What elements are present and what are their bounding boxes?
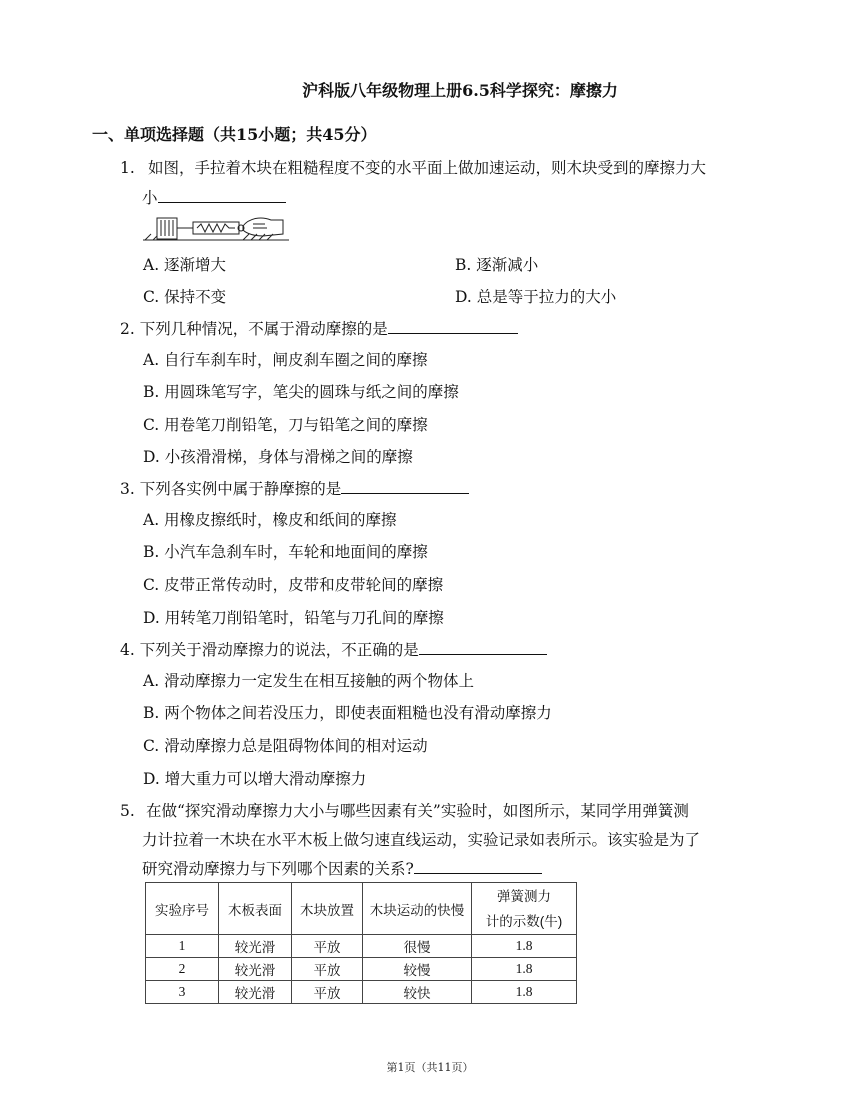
q1-number: 1.: [120, 159, 135, 177]
answer-blank: [158, 188, 286, 203]
q5-text-line2: 力计拉着一木块在水平木板上做匀速直线运动，实验记录如表所示。该实验是为了: [142, 831, 701, 849]
table-cell: 2: [146, 958, 219, 981]
q3-option-d[interactable]: D. 用转笔刀削铅笔时，铅笔与刀孔间的摩擦: [143, 609, 444, 627]
table-cell: 较光滑: [219, 935, 292, 958]
pulling-block-figure: [143, 212, 289, 242]
table-header-line: 弹簧测力: [497, 888, 551, 904]
q1-option-d[interactable]: D. 总是等于拉力的大小: [455, 288, 617, 306]
answer-blank: [388, 319, 518, 334]
q4-option-a[interactable]: A. 滑动摩擦力一定发生在相互接触的两个物体上: [143, 672, 475, 690]
q2-number: 2.: [120, 320, 135, 338]
table-row: [146, 958, 577, 981]
table-cell: 1.8: [472, 981, 577, 1004]
table-header-cell: 木块放置: [292, 883, 363, 935]
q5-number: 5.: [120, 802, 135, 820]
section-heading: 一、单项选择题（共15小题；共45分）: [92, 125, 377, 144]
page-footer: 第1页（共11页）: [386, 1061, 474, 1074]
table-header-cell: 木块运动的快慢: [363, 883, 472, 935]
q2-option-b[interactable]: B. 用圆珠笔写字，笔尖的圆珠与纸之间的摩擦: [143, 383, 459, 401]
q3-number: 3.: [120, 480, 135, 498]
table-row: [146, 981, 577, 1004]
table-header-cell: 实验序号: [146, 883, 219, 935]
table-cell: 1.8: [472, 935, 577, 958]
q3-text: 下列各实例中属于静摩擦的是: [139, 480, 342, 498]
q5-text-line1: 在做“探究滑动摩擦力大小与哪些因素有关”实验时，如图所示，某同学用弹簧测: [146, 802, 689, 820]
q4-number: 4.: [120, 641, 135, 659]
q2-option-c[interactable]: C. 用卷笔刀削铅笔，刀与铅笔之间的摩擦: [143, 416, 428, 434]
q2-option-d[interactable]: D. 小孩滑滑梯，身体与滑梯之间的摩擦: [143, 448, 413, 466]
answer-blank: [414, 859, 542, 874]
q3-option-b[interactable]: B. 小汽车急刹车时，车轮和地面间的摩擦: [143, 543, 428, 561]
table-header-cell: 木板表面: [219, 883, 292, 935]
q2-line: [120, 318, 518, 340]
q5-line3: [142, 858, 542, 880]
table-row: [146, 935, 577, 958]
q2-text: 下列几种情况，不属于滑动摩擦的是: [139, 320, 388, 338]
table-header-row: [146, 883, 577, 935]
table-cell: 1: [146, 935, 219, 958]
answer-blank: [419, 640, 547, 655]
q3-option-c[interactable]: C. 皮带正常传动时，皮带和皮带轮间的摩擦: [143, 576, 444, 594]
q2-option-a[interactable]: A. 自行车刹车时，闸皮刹车圈之间的摩擦: [143, 351, 428, 369]
answer-blank: [341, 479, 469, 494]
table-header-cell: [472, 883, 577, 935]
page-title: 沪科版八年级物理上册6.5科学探究：摩擦力: [302, 81, 618, 100]
table-cell: 平放: [292, 981, 363, 1004]
q1-option-c[interactable]: C. 保持不变: [143, 288, 227, 306]
table-header-line: 计的示数(牛): [485, 913, 563, 929]
q5-text-line3: 研究滑动摩擦力与下列哪个因素的关系?: [142, 860, 414, 878]
q3-line: [120, 478, 469, 500]
experiment-table: [145, 882, 577, 1004]
q4-option-b[interactable]: B. 两个物体之间若没压力，即使表面粗糙也没有滑动摩擦力: [143, 704, 552, 722]
q4-line: [120, 639, 547, 661]
q1-option-b[interactable]: B. 逐渐减小: [455, 256, 539, 274]
q1-text-line2: 小: [142, 189, 158, 207]
table-cell: 较光滑: [219, 981, 292, 1004]
table-cell: 较快: [363, 981, 472, 1004]
q1-line2: [142, 187, 286, 209]
table-cell: 1.8: [472, 958, 577, 981]
q4-text: 下列关于滑动摩擦力的说法，不正确的是: [139, 641, 419, 659]
q4-option-d[interactable]: D. 增大重力可以增大滑动摩擦力: [143, 770, 367, 788]
table-cell: 平放: [292, 958, 363, 981]
table-cell: 平放: [292, 935, 363, 958]
q3-option-a[interactable]: A. 用橡皮擦纸时，橡皮和纸间的摩擦: [143, 511, 397, 529]
table-cell: 较光滑: [219, 958, 292, 981]
q1-text-line1: 如图，手拉着木块在粗糙程度不变的水平面上做加速运动，则木块受到的摩擦力大: [148, 159, 707, 177]
table-cell: 较慢: [363, 958, 472, 981]
table-cell: 很慢: [363, 935, 472, 958]
q1-option-a[interactable]: A. 逐渐增大: [143, 256, 227, 274]
q4-option-c[interactable]: C. 滑动摩擦力总是阻碍物体间的相对运动: [143, 737, 428, 755]
table-cell: 3: [146, 981, 219, 1004]
